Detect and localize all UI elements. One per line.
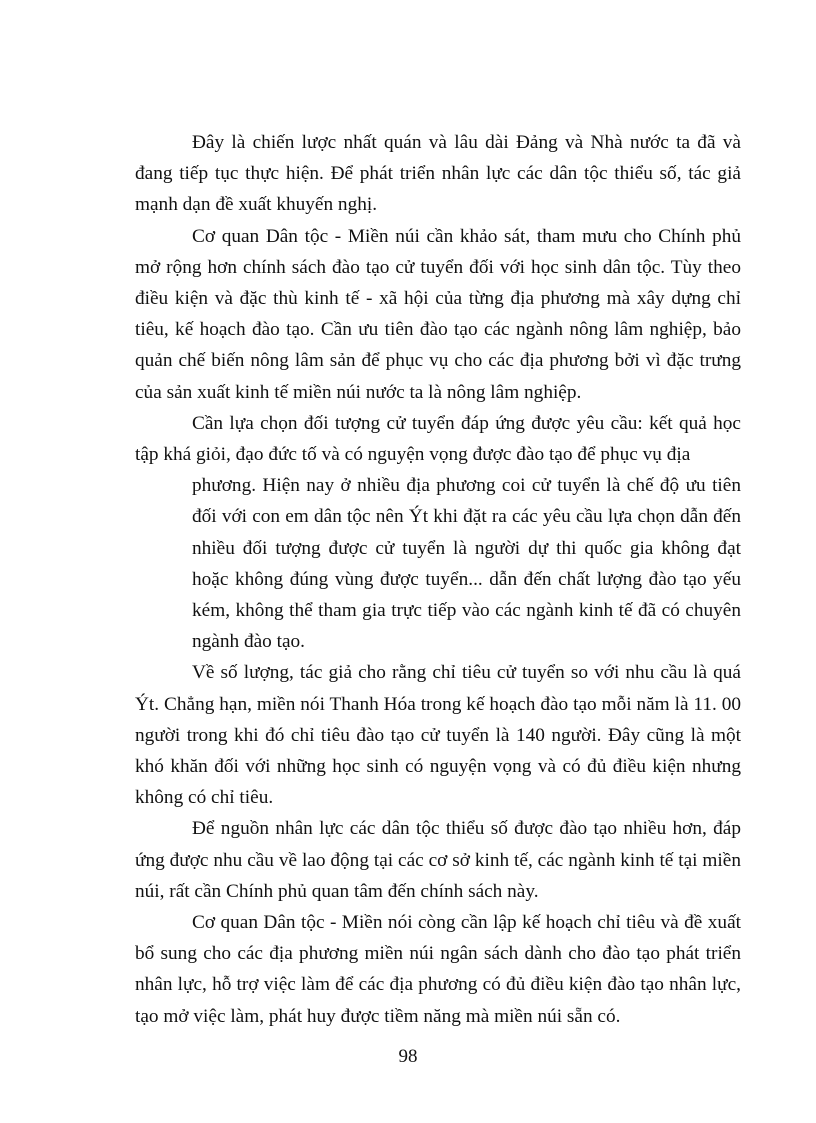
paragraph-3-continued-text: phương. Hiện nay ở nhiều địa phương coi cử tuyển là chế độ ưu tiên đối với con em dân tộc nên Ýt khi đặt ra các yêu cầu lựa chọn dẫn đến nhiều đối tượng được cử tuyển là người dự thi quốc gia không đạt hoặc không đúng vùng được tuyển... dẫn đến chất lượng đào tạo yếu kém, không thể tham gia trực tiếp vào các ngành kinh tế đã có chuyên ngành đào tạo. — [192, 475, 741, 653]
page-number: 98 — [398, 1046, 418, 1067]
paragraph-4: Về số lượng, tác giả cho rằng chỉ tiêu cử tuyển so với nhu cầu là quá Ýt. Chẳng hạn, miền nói Thanh Hóa trong kế hoạch đào tạo mỗi năm là 11. 00 người trong khi đó chỉ tiêu đào tạo cử tuyển là 140 người. Đây cũng là một khó khăn đối với những học sinh có nguyện vọng và có đủ điều kiện nhưng không có chỉ tiêu. — [135, 662, 741, 809]
paragraph-6: Cơ quan Dân tộc - Miền nói còng cần lập kế hoạch chỉ tiêu và đề xuất bổ sung cho các địa phương miền núi ngân sách dành cho đào tạo phát triển nhân lực, hỗ trợ việc làm để các địa phương có đủ điều kiện đào tạo nhân lực, tạo mở việc làm, phát huy được tiềm năng mà miền núi sẵn có. — [135, 912, 741, 1027]
paragraph-5: Để nguồn nhân lực các dân tộc thiểu số được đào tạo nhiều hơn, đáp ứng được nhu cầu về lao động tại các cơ sở kinh tế, các ngành kinh tế tại miền núi, rất cần Chính phủ quan tâm đến chính sách này. — [135, 818, 741, 902]
paragraph-3: Cần lựa chọn đối tượng cử tuyển đáp ứng được yêu cầu: kết quả học tập khá giỏi, đạo đức tố và có nguyện vọng được đào tạo để phục vụ địa — [135, 412, 741, 466]
paragraph-3-continued — [135, 470, 741, 657]
paragraph-2: Cơ quan Dân tộc - Miền núi cần khảo sát, tham mưu cho Chính phủ mở rộng hơn chính sách đào tạo cử tuyển đối với học sinh dân tộc. Tùy theo điều kiện và đặc thù kinh tế - xã hội của từng địa phương mà xây dựng chỉ tiêu, kế hoạch đào tạo. Cần ưu tiên đào tạo các ngành nông lâm nghiệp, bảo quản chế biến nông lâm sản để phục vụ cho các địa phương bởi vì đặc trưng của sản xuất kinh tế miền núi nước ta là nông lâm nghiệp. — [135, 225, 741, 403]
body-text — [135, 127, 741, 1032]
paragraph-1: Đây là chiến lược nhất quán và lâu dài Đảng và Nhà nước ta đã và đang tiếp tục thực hiện. Để phát triển nhân lực các dân tộc thiểu số, tác giả mạnh dạn đề xuất khuyến nghị. — [135, 132, 741, 216]
